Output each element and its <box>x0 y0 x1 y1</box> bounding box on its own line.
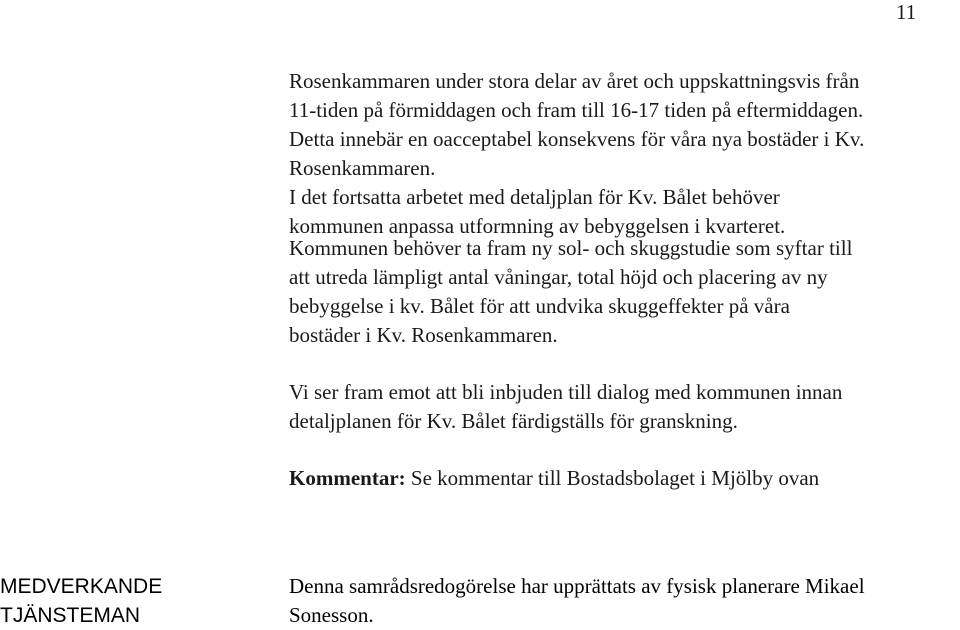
text-line: Vi ser fram emot att bli inbjuden till dialog med kommunen innan <box>289 380 843 404</box>
footer-label-line: MEDVERKANDE <box>0 575 163 598</box>
text-line: Rosenkammaren under stora delar av året och uppskattningsvis från <box>289 69 860 93</box>
footer-label <box>0 572 240 630</box>
text-line <box>289 464 957 493</box>
kommentar-text: Se kommentar till Bostadsbolaget i Mjölby ovan <box>405 466 820 490</box>
text-line: bebyggelse i kv. Bålet för att undvika skuggeffekter på våra <box>289 294 790 318</box>
paragraph-shadow-study <box>289 234 957 350</box>
text-line: 11-tiden på förmiddagen och fram till 16-17 tiden på eftermiddagen. <box>289 98 864 122</box>
kommentar-label: Kommentar: <box>289 466 406 490</box>
text-line: att utreda lämpligt antal våningar, total höjd och placering av ny <box>289 265 828 289</box>
footer-text-line: Sonesson. <box>289 603 374 627</box>
paragraph-dialog <box>289 378 957 436</box>
text-line: Detta innebär en oacceptabel konsekvens för våra nya bostäder i Kv. <box>289 127 865 151</box>
text-line: detaljplanen för Kv. Bålet färdigställs för granskning. <box>289 409 738 433</box>
page-number: 11 <box>896 0 917 24</box>
paragraph-shadow-impact <box>289 67 957 183</box>
kommentar-paragraph <box>289 464 957 493</box>
footer-label-line: TJÄNSTEMAN <box>0 604 141 627</box>
text-line: Rosenkammaren. <box>289 156 436 180</box>
text-line: I det fortsatta arbetet med detaljplan för Kv. Bålet behöver <box>289 185 780 209</box>
text-line: kommunen anpassa utformning av bebyggelsen i kvarteret. <box>289 214 786 238</box>
paragraph-detailed-plan <box>289 183 957 241</box>
text-line: bostäder i Kv. Rosenkammaren. <box>289 323 558 347</box>
text-line: Kommunen behöver ta fram ny sol- och skuggstudie som syftar till <box>289 236 853 260</box>
footer-text <box>289 572 959 630</box>
footer-text-line: Denna samrådsredogörelse har upprättats av fysisk planerare Mikael <box>289 574 865 598</box>
